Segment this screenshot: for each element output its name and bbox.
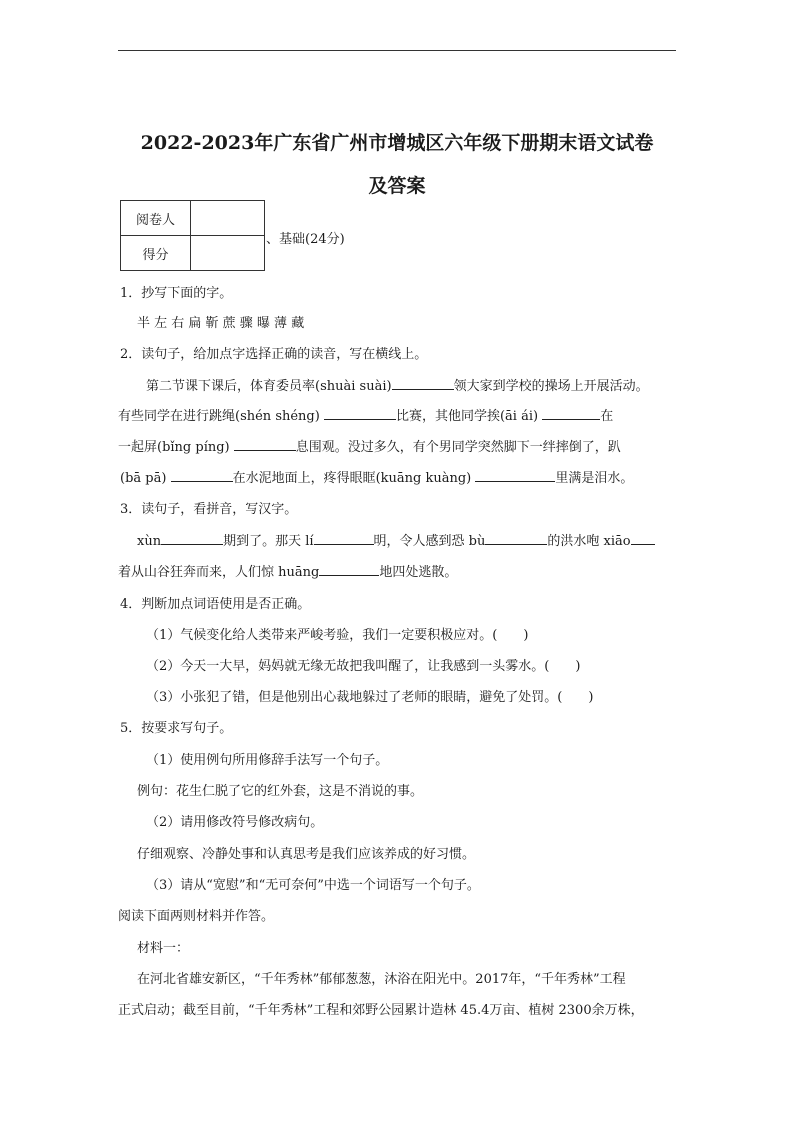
- q2-prompt: 2．读句子，给加点字选择正确的读音，写在横线上。: [120, 347, 428, 362]
- reading-paragraph-line: 在河北省雄安新区，“千年秀林”郁郁葱葱，沐浴在阳光中。2017年，“千年秀林”工程: [137, 972, 626, 987]
- q4-item: （1）气候变化给人类带来严峻考验，我们一定要积极应对。( ): [146, 628, 529, 643]
- q3-line-2: [118, 561, 457, 580]
- score-table: [120, 200, 265, 271]
- q2-line-4: [120, 467, 633, 486]
- q1-prompt: 1．抄写下面的字。: [120, 286, 233, 301]
- q2-text: 一起屏(bǐng píng): [118, 440, 230, 455]
- q3-text: xùn: [137, 534, 162, 549]
- q5-example: 例句：花生仁脱了它的红外套，这是不消说的事。: [137, 784, 424, 799]
- q2-line-2: [118, 405, 613, 424]
- q2-text: 第二节课下课后，体育委员率(shuài suài): [146, 379, 392, 394]
- answer-blank[interactable]: [319, 561, 379, 576]
- q3-text: 期到了。那天 lí: [223, 534, 314, 549]
- q2-text: 息围观。没过多久，有个男同学突然脚下一绊摔倒了，趴: [295, 440, 621, 455]
- q2-text: 比赛，其他同学挨(āi ái): [395, 409, 539, 424]
- answer-blank[interactable]: [475, 467, 555, 482]
- answer-blank[interactable]: [171, 467, 233, 482]
- grader-cell: [191, 201, 265, 236]
- answer-blank[interactable]: [485, 530, 547, 545]
- q2-text: 在水泥地面上，疼得眼眶(kuāng kuàng): [232, 471, 472, 486]
- page-title-line2: 及答案: [368, 175, 426, 197]
- reading-paragraph-line: 正式启动；截至目前，“千年秀林”工程和郊野公园累计造林 45.4万亩、植树 2300余万株，: [118, 1003, 644, 1018]
- section-heading: 、基础(24分): [266, 232, 345, 247]
- answer-blank[interactable]: [234, 436, 296, 451]
- answer-blank[interactable]: [392, 375, 454, 390]
- q5-prompt: 5．按要求写句子。: [120, 721, 233, 736]
- q2-text: (bā pā): [120, 471, 167, 486]
- q2-text: 有些同学在进行跳绳(shén shéng): [118, 409, 320, 424]
- reading-intro: 阅读下面两则材料并作答。: [118, 909, 275, 924]
- q3-text: 着从山谷狂奔而来，人们惊 huāng: [118, 565, 320, 580]
- q4-prompt: 4．判断加点词语使用是否正确。: [120, 597, 311, 612]
- answer-blank[interactable]: [161, 530, 223, 545]
- q3-text: 地四处逃散。: [379, 565, 458, 580]
- score-cell: [191, 236, 265, 271]
- q5-sub2: （2）请用修改符号修改病句。: [146, 815, 324, 830]
- q4-item: （3）小张犯了错，但是他别出心裁地躲过了老师的眼睛，避免了处罚。( ): [146, 690, 594, 705]
- q5-sub1: （1）使用例句所用修辞手法写一个句子。: [146, 753, 389, 768]
- grader-label: 阅卷人: [121, 201, 191, 236]
- answer-blank[interactable]: [314, 530, 374, 545]
- q2-text: 里满是泪水。: [555, 471, 634, 486]
- q4-item: （2）今天一大早，妈妈就无缘无故把我叫醒了，让我感到一头雾水。( ): [146, 659, 581, 674]
- q2-line-1: [146, 375, 649, 394]
- q3-line-1: [137, 530, 655, 549]
- answer-blank[interactable]: [542, 405, 600, 420]
- material-label: 材料一：: [137, 941, 190, 956]
- q5-sub3: （3）请从“宽慰”和“无可奈何”中选一个词语写一个句子。: [146, 878, 480, 893]
- page-title: 2022-2023年广东省广州市增城区六年级下册期末语文试卷: [140, 132, 654, 154]
- q3-text: 明，令人感到恐 bù: [373, 534, 486, 549]
- q3-prompt: 3．读句子，看拼音，写汉字。: [120, 502, 298, 517]
- q2-line-3: [118, 436, 621, 455]
- answer-blank[interactable]: [324, 405, 396, 420]
- q2-text: 领大家到学校的操场上开展活动。: [453, 379, 649, 394]
- score-label: 得分: [121, 236, 191, 271]
- q2-text: 在: [600, 409, 614, 424]
- q1-characters: 半 左 右 扁 靳 蔗 骤 曝 薄 藏: [137, 316, 305, 331]
- header-rule: [118, 50, 676, 51]
- q5-sentence: 仔细观察、冷静处事和认真思考是我们应该养成的好习惯。: [137, 847, 476, 862]
- answer-blank[interactable]: [631, 530, 655, 545]
- q3-text: 的洪水咆 xiāo: [547, 534, 631, 549]
